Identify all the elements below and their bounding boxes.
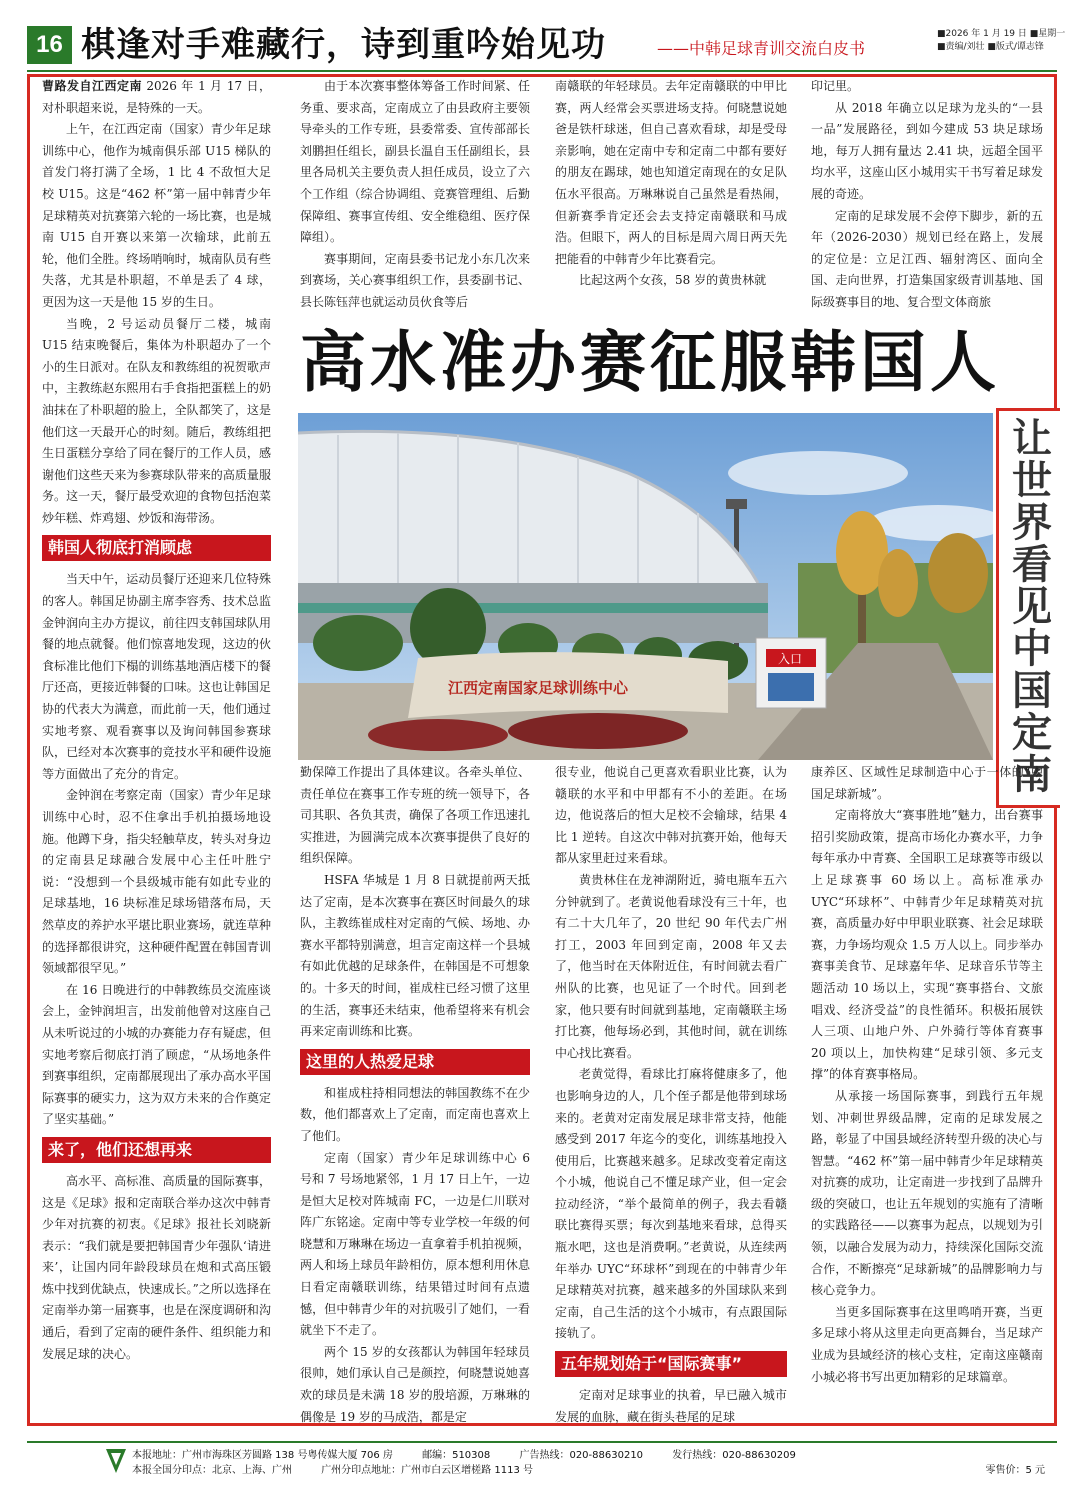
column-4-bottom: [811, 762, 1043, 1426]
footer-address: 本报地址：广州市海珠区芳圆路 138 号粤传媒大厦 706 房: [132, 1450, 393, 1461]
footer-dist-hotline: 发行热线：020-88630209: [672, 1450, 796, 1461]
paragraph: 赛事期间，定南县委书记龙小东几次来到赛场，关心赛事组织工作，县委副书记、县长陈钰萍也就运动员伙食等后: [300, 251, 530, 309]
column-4-top: [811, 76, 1043, 310]
gate-sign-text: 入口: [778, 652, 803, 666]
footer-price: 零售价：5 元: [985, 1465, 1045, 1476]
paragraph: 从承接一场国际赛事，到践行五年规划、冲刺世界级品牌，定南的足球发展之路，彰显了中国县域经济转型升级的决心与智慧。“462 杯”第一届中韩青少年足球精英对抗赛的成功，让定南进一步找到了品牌升级的突破口，也让五年规划的实施有了清晰的实践路径——以赛事为起点，以规划为引领，以融合发展为动力，持续深化国际交流合作，不断擦亮“足球新城”的品牌影响力与核心竞争力。: [811, 1088, 1043, 1298]
paragraph: HSFA 华城是 1 月 8 日就提前两天抵达了定南，是本次赛事在赛区时间最久的球队，主教练崔成柱对定南的气候、场地、办赛水平都特别满意，坦言定南这样一个县城有如此优越的足球条件，在韩国是不可想象的。十多天的时间，崔成柱已经习惯了这里的生活，赛事还未结束，他希望将来有机会再来定南训练和比赛。: [300, 872, 530, 1039]
paragraph: 当晚，2 号运动员餐厅二楼，城南 U15 结束晚餐后，集体为朴职超办了一个小的生日派对。在队友和教练组的祝贺歌声中，主教练赵东熙用右手食指把蛋糕上的奶油抹在了朴职超的脸上，全队都笑了，这是他们这一天最开心的时刻。随后，教练组把生日蛋糕分享给了同在餐厅的工作人员，感谢他们这些天来为参赛球队带来的高质量服务。这一天，餐厅最受欢迎的食物包括泡菜炒年糕、炸鸡翅、炒饭和海带汤。: [42, 316, 271, 525]
subhead-love-football: 这里的人热爱足球: [300, 1049, 530, 1075]
column-2-top: [300, 76, 530, 310]
issue-meta: [937, 28, 1067, 54]
paragraph: 曹路发自江西定南 2026 年 1 月 17 日，对朴职超来说，是特殊的一天。: [42, 79, 271, 115]
footer-print-sites: 本报全国分印点：北京、上海、广州: [132, 1465, 292, 1476]
paragraph: 两个 15 岁的女孩都认为韩国年轻球员很帅，她们承认自己是颜控，何晓慧说她喜欢的球员是未满 18 岁的殷培源，万琳琳的偶像是 19 岁的马成浩，都是定: [300, 1344, 530, 1424]
paragraph: 老黄觉得，看球比打麻将健康多了，他也影响身边的人，几个侄子都是他带到球场来的。老黄对定南发展足球非常支持，他能感受到 2017 年迄今的变化，训练基地投入使用后，比赛越来越多。足球改变着定南这个小城，他说自己不懂足球产业，但一定会拉动经济，“举个最简单的例子，我去看赣联比赛得买票；每次到基地来看球，总得买瓶水吧，这也是消费啊。”老黄说，从连续两年举办 UYC“环球杯”到现在的中韩青少年足球精英对抗赛，越来越多的外国球队来到定南，自己生活的这个小城市，有点跟国际接轨了。: [555, 1067, 787, 1341]
stone-sign-text: 江西定南国家足球训练中心: [448, 679, 629, 697]
page-footer: [27, 1441, 1057, 1479]
paragraph: 和崔成柱持相同想法的韩国教练不在少数，他们都喜欢上了定南，而定南也喜欢上了他们。: [300, 1085, 530, 1143]
paragraph: 很专业，他说自己更喜欢看职业比赛，认为赣联的水平和中甲都有不小的差距。在场边，他说落后的恒大足校不会输球，结果 4 比 1 逆转。自这次中韩对抗赛开始，他每天都从家里赶过来看球。: [555, 765, 787, 866]
column-1: [42, 76, 271, 1426]
footer-postcode: 邮编：510308: [422, 1450, 491, 1461]
paragraph: 当天中午，运动员餐厅还迎来几位特殊的客人。韩国足协副主席李容秀、技术总监金钟润向主办方提议，前往四支韩国球队用餐的地点就餐。他们惊喜地发现，这边的伙食标准比他们下榻的训练基地酒店楼下的餐厅还高，更接近韩餐的口味。这也让韩国足协的代表大为满意，而此前一天，他们通过实地考察、观看赛事以及询问韩国参赛球队，已经对本次赛事的竞技水平和硬件设施等方面做出了充分的肯定。: [42, 572, 271, 781]
column-3-bottom: [555, 762, 787, 1426]
issue-date: ■2026 年 1 月 19 日 ■星期一: [937, 29, 1066, 39]
paragraph: 印记里。: [811, 79, 860, 93]
paragraph: 由于本次赛事整体筹备工作时间紧、任务重、要求高，定南成立了由县政府主要领导牵头的工作专班，县委常委、宣传部部长刘鹏担任组长，副县长温自玉任副组长，县里各局机关主要负责人担任成员，设立了六个工作组（综合协调组、竞赛管理组、后勤保障组、赛事宣传组、安全维稳组、医疗保障组）。: [300, 79, 530, 245]
column-2-bottom: [300, 762, 530, 1426]
paragraph: 黄贵林住在龙神湖附近，骑电瓶车五六分钟就到了。老黄说他看球没有三十年，也有二十大几年了，20 世纪 90 年代去广州打工，2003 年回到定南，2008 年又去了，他当时在天体附近住，有时间就去看广州队的比赛，也见证了一个时代。回到老家，他只要有时间就到基地，定南赣联主场打比赛，他每场必到，其他时间，就在训练中心找比赛看。: [555, 872, 787, 1060]
page-header: [27, 22, 1066, 68]
byline: 曹路发自江西定南: [42, 79, 143, 93]
paragraph: 定南（国家）青少年足球训练中心 6 号和 7 号场地紧邻，1 月 17 日上午，一边是恒大足校对阵城南 FC，一边是仁川联对阵广东铭途。定南中等专业学校一年级的何晓慧和万琳琳在场边一直拿着手机拍视频，两人和场上球员年龄相仿，原本想利用休息日看定南赣联训练，结果错过时间有点遗憾，但中韩青少年的对抗吸引了她们，一看就坐下不走了。: [300, 1150, 530, 1338]
paragraph: 定南将放大“赛事胜地”魅力，出台赛事招引奖励政策，提高市场化办赛水平，力争每年承办中青赛、全国职工足球赛等市级以上足球赛事 60 场以上。高标准承办 UYC“环球杯”、中韩青少年足球精英对抗赛，高质量办好中甲职业联赛、社会足球联赛，力争场均观众 1.5 万人以上。同步举办赛事美食节、足球嘉年华、足球音乐节等主题活动 10 场以上，实现“赛事搭台、文旅唱戏、经济受益”的良性循环。积极拓展铁人三项、山地户外、户外骑行等体育赛事 20 项以上，加快构建“足球引领、多元支撑”的体育赛事格局。: [811, 808, 1043, 1082]
paragraph: 上午，在江西定南（国家）青少年足球训练中心，他作为城南俱乐部 U15 梯队的首发门将打满了全场，1 比 4 不敌恒大足校 U15。这是“462 杯”第一届中韩青少年足球精英对抗赛第六轮的一场比赛，也是城南 U15 自开赛以来第一次输球，此前五轮，他们全胜。终场哨响时，城南队员有些失落，尤其是朴职超，不单是丢了 4 球，更因为这一天是他 15 岁的生日。: [42, 122, 271, 309]
paragraph: 定南对足球事业的执着，早已融入城市发展的血脉，藏在街头巷尾的足球: [555, 1388, 787, 1424]
paragraph: 勤保障工作提出了具体建议。各牵头单位、责任单位在赛事工作专班的统一领导下，各司其职、各负其责，确保了各项工作迅速扎实推进，为圆满完成本次赛事提供了良好的组织保障。: [300, 765, 530, 866]
subhead-five-year-plan: 五年规划始于“国际赛事”: [555, 1351, 787, 1377]
paragraph: 比起这两个女孩，58 岁的黄贵林就: [579, 273, 767, 288]
paragraph: 从 2018 年确立以足球为龙头的“一县一品”发展路径，到如今建成 53 块足球场地，每万人拥有量达 2.41 块，远超全国平均水平，这座山区小城用实干书写着足球发展的奇迹。: [811, 100, 1043, 201]
paragraph: 定南的足球发展不会停下脚步，新的五年（2026-2030）规划已经在路上，发展的定位是：立足江西、辐射湾区、面向全国、走向世界，打造集国家级青训基地、国际级赛事目的地、复合型文体商旅: [811, 208, 1043, 309]
column-3-top: [555, 76, 787, 310]
footer-ad-hotline: 广告热线：020-88630210: [519, 1450, 644, 1461]
paragraph: 在 16 日晚进行的中韩教练员交流座谈会上，金钟润坦言，出发前他曾对这座自己从未听说过的小城的办赛能力存有疑虑，但实地考察后彻底打消了顾虑，“从场地条件到赛事组织，定南都展现出了承办高水平国际赛事的硬实力，这为双方未来的合作奠定了坚实基础。”: [42, 982, 271, 1127]
subhead-come-again: 来了，他们还想再来: [42, 1137, 271, 1163]
paragraph: 当更多国际赛事在这里鸣哨开赛，当更多足球小将从这里走向更高舞台，当足球产业成为县域经济的核心支柱，定南这座赣南小城必将书写出更加精彩的足球篇章。: [811, 1304, 1043, 1384]
page-headline: 棋逢对手难藏行，诗到重吟始见功: [81, 25, 606, 65]
footer-row-2: [132, 1461, 533, 1476]
page-number: 16: [27, 26, 72, 64]
paragraph: 高水平、高标准、高质量的国际赛事，这是《足球》报和定南联合举办这次中韩青少年对抗赛的初衷。《足球》报社长刘晓新表示：“我们就是要把韩国青少年强队‘请进来’，让国内同年龄段球员在炮和式高压锻炼中找到优缺点，快速成长。”之所以选择在定南举办第一届赛事，也是在深度调研和沟通后，看到了定南的硬件条件、组织能力和发展足球的决心。: [42, 1173, 271, 1361]
paragraph: 金钟润在考察定南（国家）青少年足球训练中心时，忍不住拿出手机拍摄场地设施。他蹲下身，指尖轻触草皮，转头对身边的定南县足球融合发展中心主任叶胜宁说：“没想到一个县级城市能有如此专业的足球基地，16 块标准足球场错落布局，天然草皮的养护水平堪比职业赛场，就连草种的选择都很讲究，这种硬件配置在韩国青训领域都很罕见。”: [42, 788, 271, 976]
paper-logo-icon: [103, 1447, 129, 1475]
stadium-photo: [298, 413, 993, 760]
subhead-korea-doubts: 韩国人彻底打消顾虑: [42, 535, 271, 561]
paragraph: 南赣联的年轻球员。去年定南赣联的中甲比赛，两人经常会买票进场支持。何晓慧说她爸是铁杆球迷，但自己喜欢看球，却是受母亲影响，她在定南中专和定南二中都有要好的朋友在踢球，她也知道定南现在的女足队伍水平很高。万琳琳说自己虽然是看热闹，但新赛季肯定还会去支持定南赣联和马成浩。但眼下，两人的目标是周六周日两天先把能看的中韩青少年比赛看完。: [555, 79, 787, 266]
editor-credits: ■责编/刘壮 ■版式/谭志锋: [937, 42, 1044, 52]
feature-title: 高水准办赛征服韩国人: [300, 324, 1000, 401]
page-kicker: ——中韩足球青训交流白皮书: [657, 39, 866, 58]
stadium-illustration: [298, 413, 993, 760]
header-rule: [27, 70, 1057, 72]
footer-gz-print: 广州分印点地址：广州市白云区增槎路 1113 号: [321, 1465, 533, 1476]
paragraph: 康养区、区域性足球制造中心于一体的“中国足球新城”。: [811, 765, 1043, 801]
footer-row-1: [132, 1446, 796, 1461]
vertical-title: 让世界看见中国定南: [1012, 415, 1052, 798]
